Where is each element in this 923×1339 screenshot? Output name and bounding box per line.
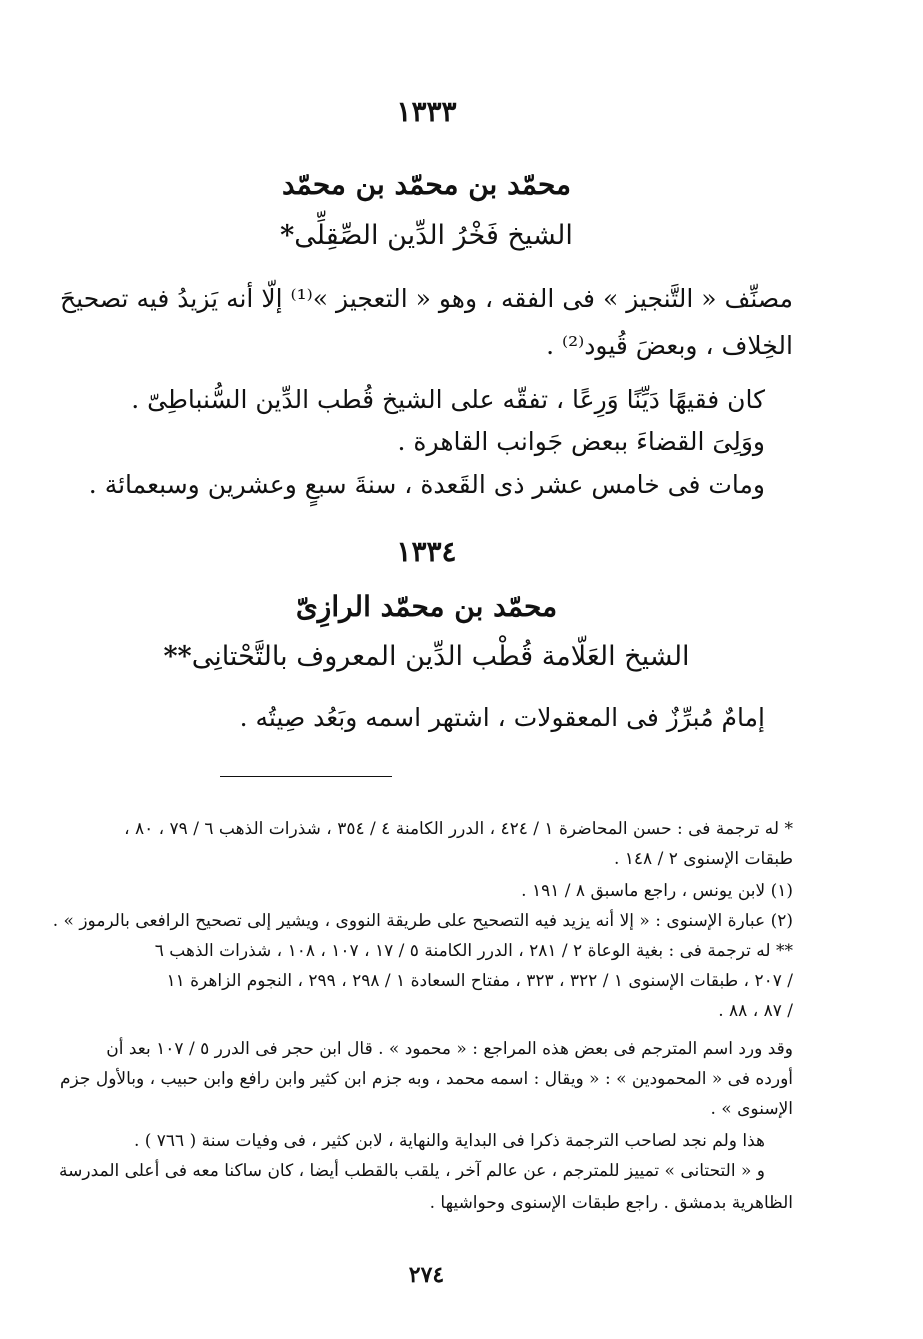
footnote-line: / ٨٧ ، ٨٨ .	[718, 1001, 793, 1021]
body-line: الخِلاف ، وبعضَ قُيود⁽²⁾ .	[546, 331, 793, 360]
book-page	[52, 0, 793, 1339]
entry-number: ١٣٣٣	[396, 95, 457, 128]
footnote-line: وقد ورد اسم المترجم فى بعض هذه المراجع : « محمود » . قال ابن حجر فى الدرر ٥ / ١٠٧ بعد أن	[106, 1039, 793, 1059]
footnote-marker: *	[280, 220, 295, 251]
entry-title-text: الشيخ العَلّامة قُطْب الدِّين المعروف بالتَّحْتانِى	[191, 641, 690, 672]
footnote-line: هذا ولم نجد لصاحب الترجمة ذكرا فى البداية والنهاية ، لابن كثير ، فى وفيات سنة ( ٧٦٦ ) .	[133, 1131, 765, 1151]
footnote-line: * له ترجمة فى : حسن المحاضرة ١ / ٤٢٤ ، الدرر الكامنة ٤ / ٣٥٤ ، شذرات الذهب ٦ / ٧٩ ، ٨٠ ،	[124, 819, 793, 839]
entry-number: ١٣٣٤	[396, 535, 457, 568]
footnote-line: (١) لابن يونس ، راجع ماسبق ٨ / ١٩١ .	[521, 881, 793, 901]
entry-name: محمّد بن محمّد الرازِىّ	[295, 590, 558, 623]
footnote-line: الإسنوى » .	[710, 1099, 793, 1119]
entry-title	[60, 220, 793, 252]
entry-title-text: الشيخ فَخْرُ الدِّين الصِّقِلِّى	[294, 220, 573, 251]
footnote-line: (٢) عبارة الإسنوى : « إلا أنه يزيد فيه التصحيح على طريقة النووى ، ويشير إلى تصحيح الرافعى بالرموز » .	[52, 911, 793, 931]
footnote-line: الظاهرية بدمشق . راجع طبقات الإسنوى وحواشيها .	[429, 1193, 793, 1213]
footnote-line: طبقات الإسنوى ٢ / ١٤٨ .	[613, 849, 793, 869]
body-line: كان فقيهًا دَيِّنًا وَرِعًا ، تفقّه على الشيخ قُطب الدِّين السُّنباطِىّ .	[131, 385, 765, 414]
body-line: ومات فى خامس عشر ذى القَعدة ، سنةَ سبعٍ وعشرين وسبعمائة .	[88, 470, 765, 499]
entry-name: محمّد بن محمّد بن محمّد	[281, 168, 572, 201]
footnote-marker: **	[163, 641, 192, 672]
body-line: ووَلِىَ القضاءَ ببعض جَوانب القاهرة .	[397, 427, 765, 456]
page-number: ٢٧٤	[408, 1262, 445, 1288]
entry-title	[60, 641, 793, 673]
footnote-line: / ٢٠٧ ، طبقات الإسنوى ١ / ٣٢٢ ، ٣٢٣ ، مفتاح السعادة ١ / ٢٩٨ ، ٢٩٩ ، النجوم الزاهرة ١١	[166, 971, 793, 991]
body-line: مصنِّف « التَّنجيز » فى الفقه ، وهو « التعجيز »⁽¹⁾ إلّا أنه يَزيدُ فيه تصحيحَ	[60, 284, 793, 313]
footnote-line: أورده فى « المحمودين » : « ويقال : اسمه محمد ، وبه جزم ابن كثير وابن رافع وابن حبيب ، وبالأول جزم	[60, 1069, 793, 1089]
footnote-separator	[220, 776, 392, 777]
footnote-line: و « التحتانى » تمييز للمترجم ، عن عالم آخر ، يلقب بالقطب أيضا ، كان ساكنا معه فى أعلى المدرسة	[59, 1161, 765, 1181]
footnote-line: ** له ترجمة فى : بغية الوعاة ٢ / ٢٨١ ، الدرر الكامنة ٥ / ١٧ ، ١٠٧ ، ١٠٨ ، شذرات الذهب ٦	[154, 941, 793, 961]
body-line: إمامٌ مُبرِّزٌ فى المعقولات ، اشتهر اسمه وبَعُد صِيتُه .	[239, 703, 765, 732]
